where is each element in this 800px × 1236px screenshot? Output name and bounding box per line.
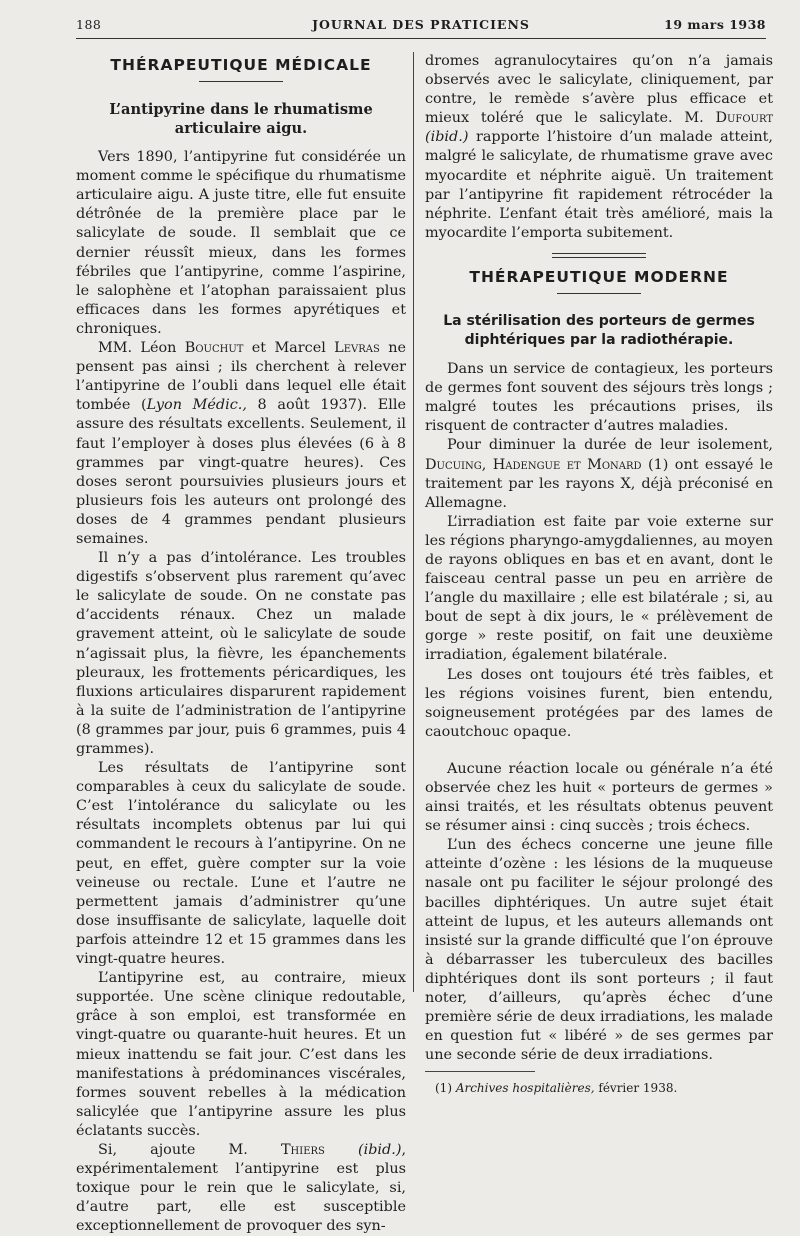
paragraph: L’irradiation est faite par voie externe sur les régions pharyngo-amygdaliennes, au moyen de rayons obliques en bas et en avant, dont le faisceau central passe un peu en arrière de l’angle du maxillaire ; elle est bilatérale ; si, au bout de sept à dix jours, le « prélèvement de gorge » reste positif, on fait une deuxième irradiation, également bilatérale. (425, 513, 773, 664)
left-column (76, 52, 406, 1236)
section-underline (199, 81, 283, 82)
paragraph: Aucune réaction locale ou générale n’a été observée chez les huit « porteurs de germes » ainsi traités, et les résultats obtenus peuvent se résumer ainsi : cinq succès ; trois échecs. (425, 760, 773, 835)
article-title-radiotherapie: La stérilisation des porteurs de germes diphtériques par la radiothérapie. (443, 313, 755, 349)
ibid-citation: (ibid.) (358, 1141, 402, 1158)
spacer (425, 742, 773, 760)
ibid-citation: (ibid.) (425, 129, 469, 146)
footnote-rule (425, 1071, 535, 1072)
running-header (76, 17, 766, 39)
section-title-medicale: THÉRAPEUTIQUE MÉDICALE (110, 56, 372, 74)
paragraph: Les doses ont toujours été très faibles, et les régions voisines furent, bien entendu, soigneusement protégées par des lames de caoutchouc opaque. (425, 666, 773, 740)
source-citation: Lyon Médic., (146, 397, 247, 414)
article-title-antipyrine: L’antipyrine dans le rhumatisme articulaire aigu. (109, 101, 373, 138)
header-rule (76, 38, 766, 39)
section-title-moderne: THÉRAPEUTIQUE MODERNE (469, 267, 729, 286)
paragraph: MM. Léon Bouchut et Marcel Levras ne pensent pas ainsi ; ils cherchent à relever l’antipyrine de l’oubli dans lequel elle était tombée (Lyon Médic., 8 août 1937). Elle assure des résultats excellents. Seulement, il faut l’employer à doses plus élevées (6 à 8 grammes par vingt-quatre heures). Ces doses seront poursuivies plusieurs jours et plusieurs fois les auteurs ont prolongé des doses de 4 grammes pendant plusieurs semaines. (76, 340, 406, 547)
paragraph: dromes agranulocytaires qu’on n’a jamais observés avec le salicylate, cliniquement, par contre, le remède s’avère plus efficace et mieux toléré que le salicylate. M. Dufourt (ibid.) rapporte l’histoire d’un malade atteint, malgré le salicylate, de rhumatisme grave avec myocardite et néphrite aiguë. Un traitement par l’antipyrine fit rapidement rétrocéder la néphrite. L’enfant était très amélioré, mais la myocardite l’emporta subitement. (425, 53, 773, 241)
article-separator (552, 253, 646, 258)
author-name: Bouchut (184, 340, 244, 357)
column-divider (413, 52, 414, 992)
author-name: Thiers (280, 1141, 325, 1158)
footnote: (1) Archives hospitalières, février 1938. (435, 1081, 678, 1096)
paragraph: Vers 1890, l’antipyrine fut considérée un moment comme le spécifique du rhumatisme articulaire aigu. A juste titre, elle fut ensuite détrônée de la première place par le salicylate de soude. Il semblait que ce dernier réussît mieux, dans les formes fébriles que l’antipyrine, comme l’aspirine, le salophène et l’atophan paraissaient plus efficaces dans les formes apyrétiques et chroniques. (76, 149, 406, 337)
paragraph: Si, ajoute M. Thiers (ibid.), expérimentalement l’antipyrine est plus toxique pour le rein que le salicylate, si, d’autre part, elle est susceptible exceptionnellement de provoquer des syn- (76, 1141, 407, 1235)
issue-date: 19 mars 1938 (664, 17, 766, 32)
paragraph: L’un des échecs concerne une jeune fille atteinte d’ozène : les lésions de la muqueuse nasale ont pu faciliter le séjour prolongé des bacilles diphtériques. Un autre sujet était atteint de lupus, et les auteurs allemands ont insisté sur la grande difficulté que l’on éprouve à débarrasser les tuberculeux des bacilles diphtériques dont ils sont porteurs ; il faut noter, d’ailleurs, qu’après échec d’une première série de deux irradiations, les malade en question fut « libéré » de ses germes par une seconde série de deux irradiations. (425, 837, 773, 1064)
author-name: Dufourt (715, 110, 773, 127)
paragraph: Dans un service de contagieux, les porteurs de germes font souvent des séjours très longs ; malgré toutes les précautions prises, ils risquent de contracter d’autres maladies. (425, 361, 773, 435)
author-name: Levras (334, 340, 380, 357)
page-number: 188 (76, 17, 102, 32)
paragraph: L’antipyrine est, au contraire, mieux supportée. Une scène clinique redoutable, grâce à son emploi, est transformée en vingt-quatre ou quarante-huit heures. Et un mieux inattendu se fait jour. C’est dans les manifestations à prédominances viscérales, formes souvent rebelles à la médication salicylée que l’antipyrine assure les plus éclatants succès. (76, 970, 406, 1139)
author-names: Ducuing, Hadengue et Monard (425, 456, 642, 473)
journal-title: JOURNAL DES PRATICIENS (312, 17, 530, 32)
paragraph: Il n’y a pas d’intolérance. Les troubles digestifs s’observent plus rarement qu’avec le salicylate de soude. On ne constate pas d’accidents rénaux. Chez un malade gravement atteint, où le salicylate de soude n’agissait plus, la fièvre, les épanchements pleuraux, les frottements péricardiques, les fluxions articulaires disparurent rapidement à la suite de l’administration de l’antipyrine (8 grammes par jour, puis 6 grammes, puis 4 grammes). (76, 550, 406, 757)
right-column (425, 52, 773, 1096)
paragraph: Les résultats de l’antipyrine sont comparables à ceux du salicylate de soude. C’est l’intolérance du salicylate ou les résultats incomplets obtenus par lui qui commandent le recours à l’antipyrine. On ne peut, en effet, guère compter sur la voie veineuse ou rectale. L’une et l’autre ne permettent jamais d’administrer qu’une dose insuffisante de salicylate, laquelle doit parfois atteindre 12 et 15 grammes dans les vingt-quatre heures. (76, 760, 406, 968)
section-underline (557, 293, 641, 294)
footnote-source: Archives hospitalières, (455, 1081, 595, 1096)
paragraph: Pour diminuer la durée de leur isolement, Ducuing, Hadengue et Monard (1) ont essayé le traitement par les rayons X, déjà préconisé en Allemagne. (425, 437, 773, 511)
